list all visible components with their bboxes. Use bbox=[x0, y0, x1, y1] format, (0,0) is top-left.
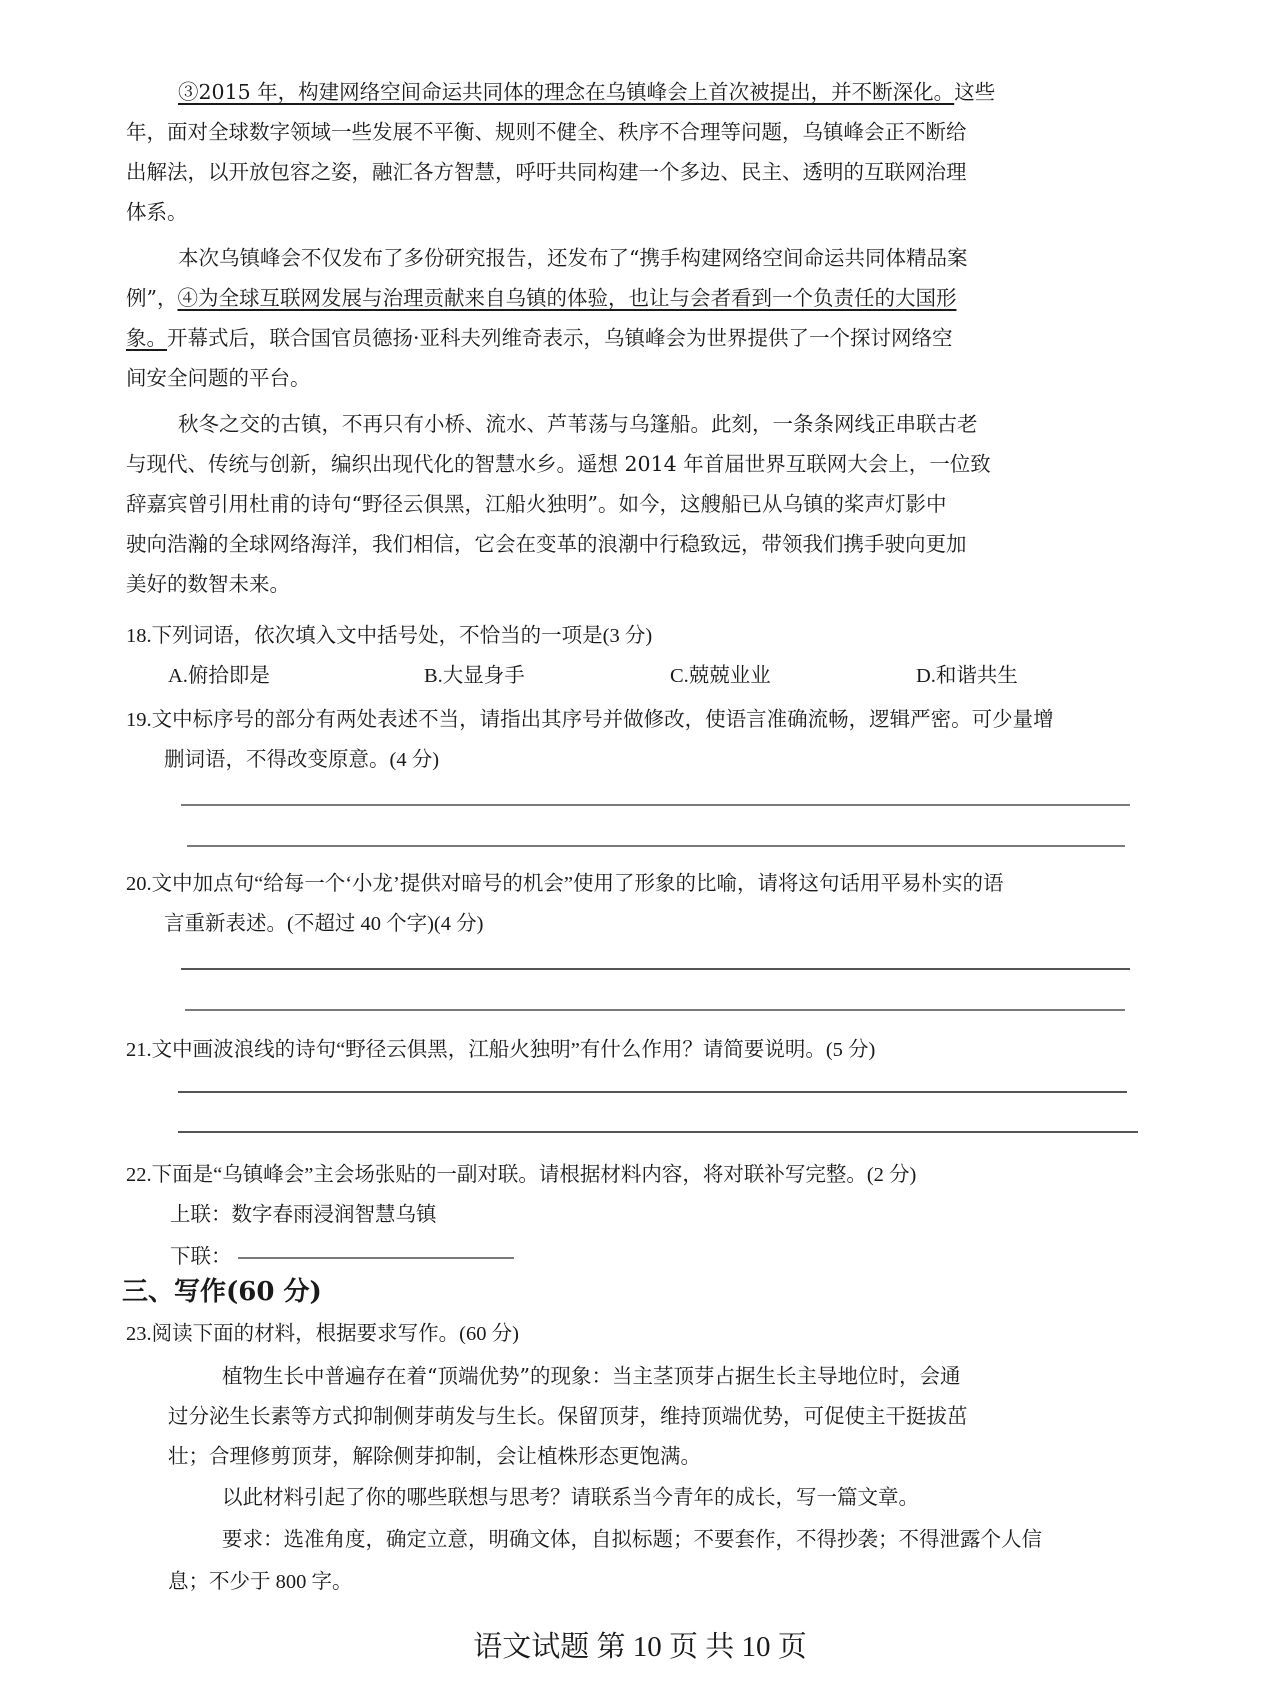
sentence-marker-3: ③ bbox=[178, 80, 199, 104]
passage-paragraph-5-line-1: 秋冬之交的古镇，不再只有小桥、流水、芦苇荡与乌篷船。此刻，一条条网线正串联古老 bbox=[178, 412, 978, 436]
question-18-option-d[interactable]: D.和谐共生 bbox=[916, 665, 1018, 687]
text-run: 这些 bbox=[954, 80, 996, 104]
writing-requirements-line-2: 息；不少于 800 字。 bbox=[168, 1571, 353, 1593]
passage-line: 辞嘉宾曾引用杜甫的诗句“野径云俱黑，江船火独明”。如今，这艘船已从乌镇的桨声灯影中 bbox=[126, 492, 947, 516]
question-21-line-1: 21.文中画波浪线的诗句“野径云俱黑，江船火独明”有什么作用？请简要说明。(5 分) bbox=[126, 1039, 876, 1061]
text-run: 例”， bbox=[126, 286, 178, 310]
writing-material-line-3: 壮；合理修剪顶芽，解除侧芽抑制，会让植株形态更饱满。 bbox=[168, 1444, 701, 1468]
couplet-lower-label: 下联： bbox=[170, 1246, 232, 1268]
passage-line: 驶向浩瀚的全球网络海洋，我们相信，它会在变革的浪潮中行稳致远，带领我们携手驶向更加 bbox=[126, 532, 967, 556]
passage-paragraph-4-line-1: 本次乌镇峰会不仅发布了多份研究报告，还发布了“携手构建网络空间命运共同体精品案 bbox=[178, 246, 968, 270]
passage-paragraph-3-line-1 bbox=[178, 80, 995, 104]
passage-line: 间安全问题的平台。 bbox=[126, 366, 311, 390]
question-19-line-2: 删词语，不得改变原意。(4 分) bbox=[164, 749, 440, 771]
question-18-option-b[interactable]: B.大显身手 bbox=[424, 665, 525, 687]
question-18-option-a[interactable]: A.俯拾即是 bbox=[168, 665, 270, 687]
text-run: 开幕式后，联合国官员德扬·亚科夫列维奇表示，乌镇峰会为世界提供了一个探讨网络空 bbox=[167, 326, 953, 350]
answer-line-21-2[interactable] bbox=[178, 1131, 1138, 1133]
writing-material-line-1: 植物生长中普遍存在着“顶端优势”的现象：当主茎顶芽占据生长主导地位时，会通 bbox=[222, 1364, 961, 1388]
underlined-sentence-4: 为全球互联网发展与治理贡献来自乌镇的体验，也让与会者看到一个负责任的大国形 bbox=[197, 286, 957, 310]
answer-line-21-1[interactable] bbox=[178, 1091, 1127, 1093]
question-23-stem: 23.阅读下面的材料，根据要求写作。(60 分) bbox=[126, 1323, 519, 1345]
question-22-line-1: 22.下面是“乌镇峰会”主会场张贴的一副对联。请根据材料内容，将对联补写完整。(2 分) bbox=[126, 1164, 917, 1186]
underlined-sentence-3: 2015 年，构建网络空间命运共同体的理念在乌镇峰会上首次被提出，并不断深化。 bbox=[198, 80, 955, 104]
writing-prompt: 以此材料引起了你的哪些联想与思考？请联系当今青年的成长，写一篇文章。 bbox=[222, 1487, 919, 1509]
question-18-option-c[interactable]: C.兢兢业业 bbox=[670, 665, 771, 687]
underlined-sentence-4-end: 象。 bbox=[126, 326, 167, 350]
passage-line: 体系。 bbox=[126, 200, 188, 224]
section-title-writing: 三、写作(60 分) bbox=[122, 1277, 322, 1307]
passage-line: 与现代、传统与创新，编织出现代化的智慧水乡。遥想 2014 年首届世界互联网大会上，一位致 bbox=[126, 452, 991, 476]
answer-line-19-2[interactable] bbox=[187, 845, 1125, 847]
writing-material-line-2: 过分泌生长素等方式抑制侧芽萌发与生长。保留顶芽，维持顶端优势，可促使主干挺拔茁 bbox=[168, 1404, 968, 1428]
answer-line-19-1[interactable] bbox=[181, 804, 1130, 806]
question-20-line-2: 言重新表述。(不超过 40 个字)(4 分) bbox=[164, 913, 484, 935]
passage-line bbox=[126, 286, 956, 310]
question-20-line-1: 20.文中加点句“给每一个‘小龙’提供对暗号的机会”使用了形象的比喻，请将这句话用平易朴实的语 bbox=[126, 873, 1004, 895]
couplet-lower-answer-line[interactable] bbox=[238, 1257, 514, 1259]
sentence-marker-4: ④ bbox=[177, 286, 198, 310]
answer-line-20-1[interactable] bbox=[181, 968, 1130, 970]
page-footer: 语文试题 第 10 页 共 10 页 bbox=[473, 1631, 807, 1663]
couplet-upper: 上联：数字春雨浸润智慧乌镇 bbox=[170, 1204, 437, 1226]
writing-requirements-line-1: 要求：选准角度，确定立意，明确文体，自拟标题；不要套作，不得抄袭；不得泄露个人信 bbox=[222, 1529, 1042, 1551]
question-19-line-1: 19.文中标序号的部分有两处表述不当，请指出其序号并做修改，使语言准确流畅，逻辑严密。可少量增 bbox=[126, 709, 1054, 731]
passage-line: 美好的数智未来。 bbox=[126, 572, 290, 596]
passage-line: 年，面对全球数字领域一些发展不平衡、规则不健全、秩序不合理等问题，乌镇峰会正不断给 bbox=[126, 120, 967, 144]
question-18-stem: 18.下列词语，依次填入文中括号处，不恰当的一项是(3 分) bbox=[126, 625, 653, 647]
answer-line-20-2[interactable] bbox=[185, 1009, 1125, 1011]
passage-line: 出解法，以开放包容之姿，融汇各方智慧，呼吁共同构建一个多边、民主、透明的互联网治理 bbox=[126, 160, 967, 184]
passage-line bbox=[126, 326, 953, 350]
